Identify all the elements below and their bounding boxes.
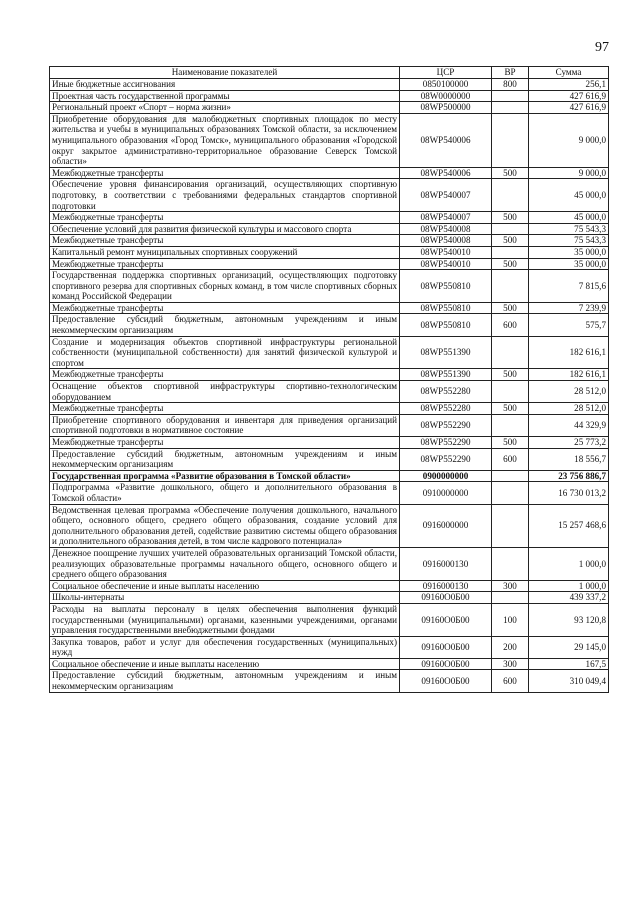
- row-csr-cell: 0900000000: [400, 470, 492, 482]
- row-csr-cell: 0916000000: [400, 504, 492, 547]
- row-csr-cell: 0916000130: [400, 547, 492, 580]
- table-row: [50, 636, 609, 658]
- row-sum-cell: 167,5: [529, 658, 609, 670]
- table-row: [50, 658, 609, 670]
- table-row: [50, 167, 609, 179]
- row-name-cell: Подпрограмма «Развитие дошкольного, общего и дополнительного образования в Томской области»: [50, 482, 400, 504]
- row-sum-cell: 75 543,3: [529, 235, 609, 247]
- row-name-cell: Оснащение объектов спортивной инфраструктуры спортивно-технологическим оборудованием: [50, 381, 400, 403]
- row-vr-cell: [492, 223, 529, 235]
- row-sum-cell: 9 000,0: [529, 113, 609, 167]
- row-csr-cell: 08WP540006: [400, 167, 492, 179]
- table-row: [50, 403, 609, 415]
- table-row: [50, 113, 609, 167]
- table-row: [50, 369, 609, 381]
- row-sum-cell: 182 616,1: [529, 336, 609, 369]
- row-vr-cell: 600: [492, 314, 529, 336]
- row-name-cell: Ведомственная целевая программа «Обеспечение получения дошкольного, начального общего, основного общего, среднего общего образования, создание условий для дополнительного образования детей, содействие развитию системы общего образования и дополнительного образования детей, в том числе кадрового потенциала»: [50, 504, 400, 547]
- row-csr-cell: 09160О0Б00: [400, 592, 492, 604]
- row-vr-cell: [492, 102, 529, 114]
- row-sum-cell: 427 616,9: [529, 90, 609, 102]
- row-vr-cell: 500: [492, 258, 529, 270]
- row-vr-cell: [492, 113, 529, 167]
- row-csr-cell: 08WP540006: [400, 113, 492, 167]
- table-row: [50, 448, 609, 470]
- row-csr-cell: 08WP550810: [400, 270, 492, 303]
- row-name-cell: Предоставление субсидий бюджетным, автономным учреждениям и иным некоммерческим организациям: [50, 314, 400, 336]
- row-vr-cell: [492, 482, 529, 504]
- row-vr-cell: [492, 381, 529, 403]
- row-name-cell: Межбюджетные трансферты: [50, 302, 400, 314]
- row-vr-cell: [492, 592, 529, 604]
- row-csr-cell: 08WP552280: [400, 381, 492, 403]
- row-name-cell: Межбюджетные трансферты: [50, 369, 400, 381]
- row-csr-cell: 08WP540008: [400, 223, 492, 235]
- row-name-cell: Региональный проект «Спорт – норма жизни»: [50, 102, 400, 114]
- header-name: Наименование показателей: [50, 67, 400, 79]
- row-vr-cell: 600: [492, 670, 529, 692]
- table-row: [50, 381, 609, 403]
- table-row: [50, 90, 609, 102]
- row-name-cell: Приобретение оборудования для малобюджетных спортивных площадок по месту жительства и учебы в муниципальных образованиях Томской области, за исключением муниципального образования «Город Томск», муниципального образования «Городской округ закрытое административно-территориальное образование Северск Томской области»: [50, 113, 400, 167]
- table-row: [50, 270, 609, 303]
- table-row: [50, 482, 609, 504]
- table-row: [50, 102, 609, 114]
- row-csr-cell: 09160О0Б00: [400, 636, 492, 658]
- row-csr-cell: 08WP540010: [400, 246, 492, 258]
- row-sum-cell: 182 616,1: [529, 369, 609, 381]
- row-vr-cell: [492, 414, 529, 436]
- row-csr-cell: 09160О0Б00: [400, 603, 492, 636]
- table-row: [50, 504, 609, 547]
- table-row: [50, 235, 609, 247]
- table-row: [50, 470, 609, 482]
- row-sum-cell: 15 257 468,6: [529, 504, 609, 547]
- row-csr-cell: 08WP540010: [400, 258, 492, 270]
- row-name-cell: Школы-интернаты: [50, 592, 400, 604]
- row-name-cell: Межбюджетные трансферты: [50, 235, 400, 247]
- row-sum-cell: 1 000,0: [529, 580, 609, 592]
- row-name-cell: Межбюджетные трансферты: [50, 403, 400, 415]
- row-vr-cell: 100: [492, 603, 529, 636]
- row-sum-cell: 256,1: [529, 79, 609, 91]
- row-csr-cell: 08W0000000: [400, 90, 492, 102]
- row-sum-cell: 35 000,0: [529, 246, 609, 258]
- row-name-cell: Обеспечение условий для развития физической культуры и массового спорта: [50, 223, 400, 235]
- row-csr-cell: 08WP552290: [400, 437, 492, 449]
- row-name-cell: Капитальный ремонт муниципальных спортивных сооружений: [50, 246, 400, 258]
- page-number: 97: [595, 40, 609, 55]
- row-vr-cell: [492, 246, 529, 258]
- row-sum-cell: 9 000,0: [529, 167, 609, 179]
- header-sum: Сумма: [529, 67, 609, 79]
- row-sum-cell: 427 616,9: [529, 102, 609, 114]
- row-name-cell: Закупка товаров, работ и услуг для обеспечения государственных (муниципальных) нужд: [50, 636, 400, 658]
- row-name-cell: Социальное обеспечение и иные выплаты населению: [50, 658, 400, 670]
- row-name-cell: Межбюджетные трансферты: [50, 167, 400, 179]
- row-csr-cell: 08WP551390: [400, 369, 492, 381]
- table-row: [50, 437, 609, 449]
- row-sum-cell: 310 049,4: [529, 670, 609, 692]
- row-csr-cell: 08WP540007: [400, 212, 492, 224]
- row-csr-cell: 08WP550810: [400, 314, 492, 336]
- row-name-cell: Предоставление субсидий бюджетным, автономным учреждениям и иным некоммерческим организациям: [50, 448, 400, 470]
- row-sum-cell: 439 337,2: [529, 592, 609, 604]
- table-row: [50, 212, 609, 224]
- table-row: [50, 302, 609, 314]
- row-csr-cell: 08WP540007: [400, 179, 492, 212]
- row-sum-cell: 45 000,0: [529, 179, 609, 212]
- row-csr-cell: 08WP551390: [400, 336, 492, 369]
- row-vr-cell: 800: [492, 79, 529, 91]
- row-vr-cell: 500: [492, 167, 529, 179]
- row-csr-cell: 0916000130: [400, 580, 492, 592]
- row-csr-cell: 0910000000: [400, 482, 492, 504]
- row-sum-cell: 7 239,9: [529, 302, 609, 314]
- table-row: [50, 670, 609, 692]
- row-csr-cell: 08WP550810: [400, 302, 492, 314]
- row-vr-cell: 500: [492, 235, 529, 247]
- row-name-cell: Расходы на выплаты персоналу в целях обеспечения выполнения функций государственными (муниципальными) органами, казенными учреждениями, органами управления государственными внебюджетными фондами: [50, 603, 400, 636]
- row-vr-cell: 300: [492, 658, 529, 670]
- row-vr-cell: [492, 179, 529, 212]
- row-vr-cell: 500: [492, 369, 529, 381]
- header-vr: ВР: [492, 67, 529, 79]
- row-name-cell: Социальное обеспечение и иные выплаты населению: [50, 580, 400, 592]
- row-sum-cell: 29 145,0: [529, 636, 609, 658]
- row-csr-cell: 08WP540008: [400, 235, 492, 247]
- table-row: [50, 603, 609, 636]
- row-sum-cell: 23 756 886,7: [529, 470, 609, 482]
- row-vr-cell: [492, 547, 529, 580]
- row-name-cell: Государственная программа «Развитие образования в Томской области»: [50, 470, 400, 482]
- row-vr-cell: [492, 90, 529, 102]
- row-name-cell: Межбюджетные трансферты: [50, 437, 400, 449]
- row-vr-cell: 600: [492, 448, 529, 470]
- row-csr-cell: 09160О0Б00: [400, 658, 492, 670]
- table-row: [50, 580, 609, 592]
- row-sum-cell: 25 773,2: [529, 437, 609, 449]
- row-csr-cell: 08WP500000: [400, 102, 492, 114]
- table-body: [50, 79, 609, 693]
- row-sum-cell: 75 543,3: [529, 223, 609, 235]
- table-row: [50, 179, 609, 212]
- row-name-cell: Создание и модернизация объектов спортивной инфраструктуры региональной собственности (муниципальной собственности) для занятий физической культурой и спортом: [50, 336, 400, 369]
- row-name-cell: Предоставление субсидий бюджетным, автономным учреждениям и иным некоммерческим организациям: [50, 670, 400, 692]
- budget-table: [49, 66, 609, 693]
- row-vr-cell: 500: [492, 212, 529, 224]
- row-sum-cell: 28 512,0: [529, 403, 609, 415]
- table-row: [50, 246, 609, 258]
- row-vr-cell: [492, 336, 529, 369]
- row-csr-cell: 08WP552290: [400, 414, 492, 436]
- row-vr-cell: 200: [492, 636, 529, 658]
- row-vr-cell: 500: [492, 403, 529, 415]
- row-sum-cell: 28 512,0: [529, 381, 609, 403]
- row-vr-cell: 500: [492, 302, 529, 314]
- row-csr-cell: 08WP552290: [400, 448, 492, 470]
- row-sum-cell: 93 120,8: [529, 603, 609, 636]
- row-csr-cell: 08WP552280: [400, 403, 492, 415]
- row-csr-cell: 0850100000: [400, 79, 492, 91]
- row-csr-cell: 09160О0Б00: [400, 670, 492, 692]
- row-name-cell: Проектная часть государственной программы: [50, 90, 400, 102]
- row-name-cell: Государственная поддержка спортивных организаций, осуществляющих подготовку спортивного резерва для спортивных сборных команд, в том числе спортивных сборных команд Российской Федерации: [50, 270, 400, 303]
- row-name-cell: Обеспечение уровня финансирования организаций, осуществляющих спортивную подготовку, в соответствии с требованиями федеральных стандартов спортивной подготовки: [50, 179, 400, 212]
- table-header-row: [50, 67, 609, 79]
- row-vr-cell: [492, 504, 529, 547]
- row-name-cell: Денежное поощрение лучших учителей образовательных организаций Томской области, реализующих образовательные программы начального общего, основного общего и среднего общего образования: [50, 547, 400, 580]
- table-row: [50, 336, 609, 369]
- row-vr-cell: [492, 470, 529, 482]
- row-name-cell: Приобретение спортивного оборудования и инвентаря для приведения организаций спортивной подготовки в нормативное состояние: [50, 414, 400, 436]
- row-vr-cell: [492, 270, 529, 303]
- table-row: [50, 314, 609, 336]
- row-sum-cell: 16 730 013,2: [529, 482, 609, 504]
- row-sum-cell: 35 000,0: [529, 258, 609, 270]
- row-name-cell: Межбюджетные трансферты: [50, 258, 400, 270]
- table-row: [50, 79, 609, 91]
- row-vr-cell: 500: [492, 437, 529, 449]
- row-sum-cell: 18 556,7: [529, 448, 609, 470]
- row-sum-cell: 575,7: [529, 314, 609, 336]
- row-name-cell: Иные бюджетные ассигнования: [50, 79, 400, 91]
- row-sum-cell: 7 815,6: [529, 270, 609, 303]
- row-name-cell: Межбюджетные трансферты: [50, 212, 400, 224]
- table-row: [50, 258, 609, 270]
- header-csr: ЦСР: [400, 67, 492, 79]
- row-sum-cell: 1 000,0: [529, 547, 609, 580]
- table-row: [50, 592, 609, 604]
- row-sum-cell: 45 000,0: [529, 212, 609, 224]
- table-row: [50, 547, 609, 580]
- table-row: [50, 223, 609, 235]
- row-sum-cell: 44 329,9: [529, 414, 609, 436]
- row-vr-cell: 300: [492, 580, 529, 592]
- table-row: [50, 414, 609, 436]
